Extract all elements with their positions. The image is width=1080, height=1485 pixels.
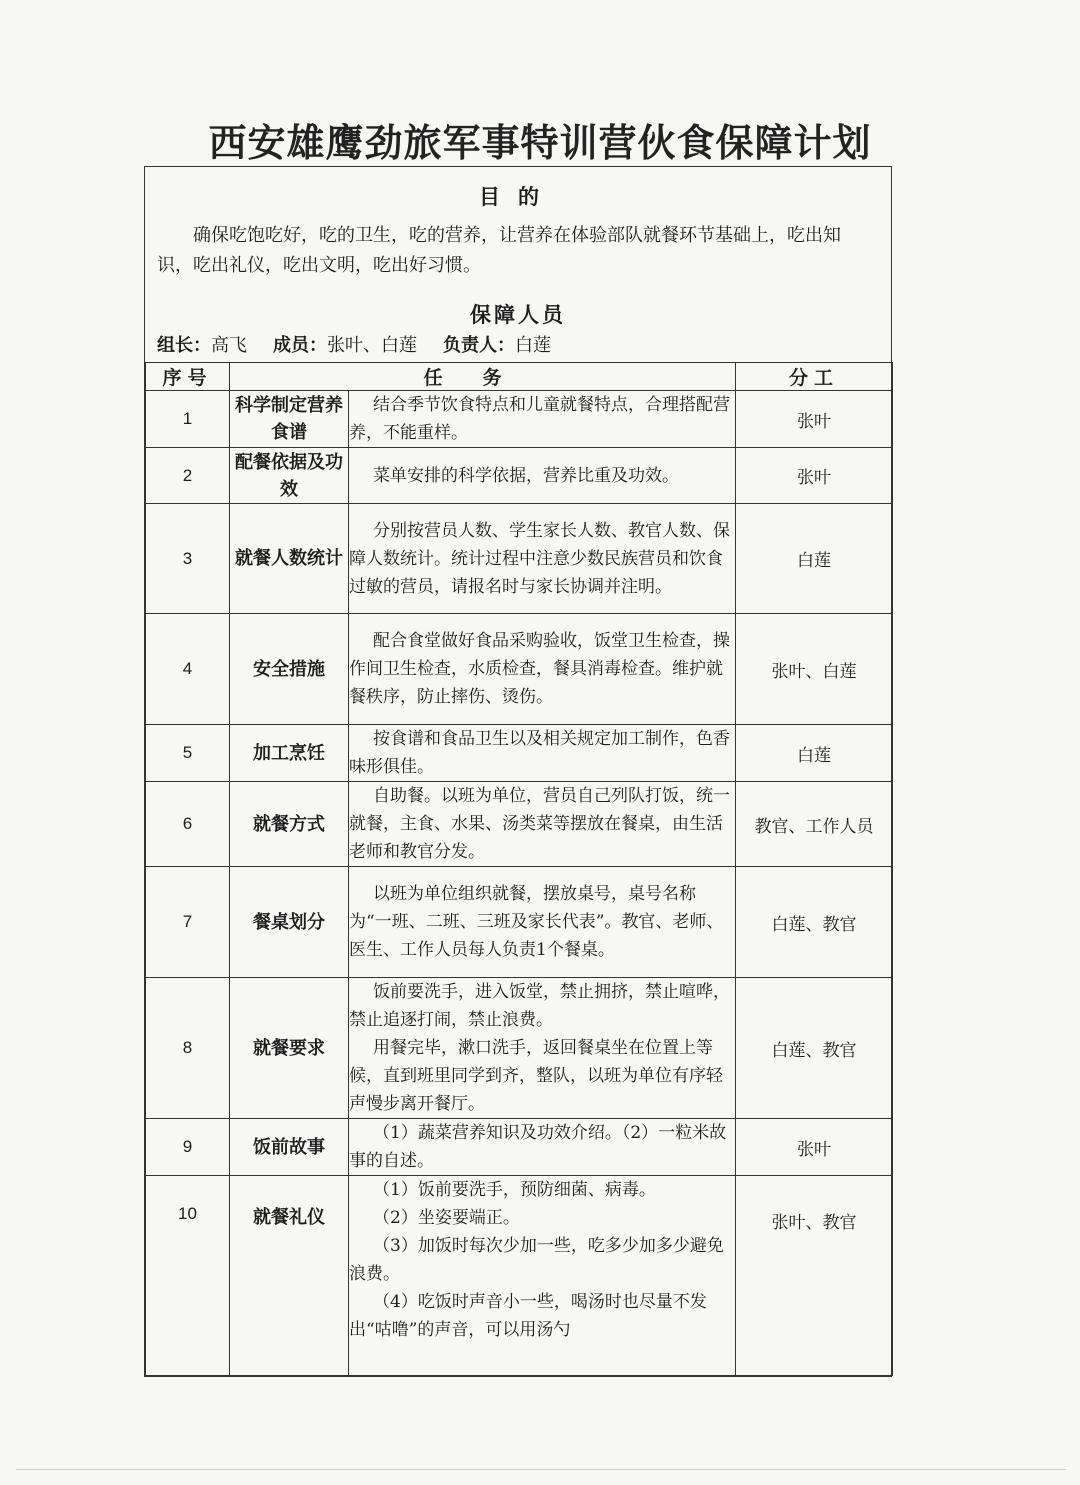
description-paragraph: 菜单安排的科学依据，营养比重及功效。 xyxy=(373,465,679,486)
task-owner: 张叶、教官 xyxy=(736,1176,893,1376)
purpose-heading: 目的 xyxy=(479,185,557,209)
task-description xyxy=(349,391,736,448)
task-header: 任务 xyxy=(230,363,736,391)
task-owner: 白莲 xyxy=(736,725,893,782)
task-description xyxy=(349,978,736,1119)
page-title: 西安雄鹰劲旅军事特训营伙食保障计划 xyxy=(208,121,872,165)
staff-heading: 保障人员 xyxy=(470,303,566,327)
task-name: 就餐方式 xyxy=(230,782,349,867)
table-row xyxy=(146,448,893,504)
task-description xyxy=(349,725,736,782)
table-row xyxy=(146,1119,893,1176)
row-number: 7 xyxy=(146,867,230,978)
task-description xyxy=(349,614,736,725)
purpose-section xyxy=(145,167,891,362)
task-description xyxy=(349,782,736,867)
task-name: 安全措施 xyxy=(230,614,349,725)
task-owner: 张叶 xyxy=(736,448,893,504)
task-description xyxy=(349,867,736,978)
members-label: 成员： xyxy=(273,335,327,356)
description-paragraph: （1）饭前要洗手，预防细菌、病毒。 xyxy=(373,1180,656,1200)
task-owner: 张叶 xyxy=(736,1119,893,1176)
description-paragraph: （2）坐姿要端正。 xyxy=(373,1208,520,1228)
description-paragraph: 以班为单位组织就餐，摆放桌号，桌号名称为“一班、二班、三班及家长代表”。教官、老师、医生、工作人员每人负责1个餐桌。 xyxy=(349,884,724,960)
purpose-text: 确保吃饱吃好，吃的卫生，吃的营养，让营养在体验部队就餐环节基础上，吃出知识，吃出礼仪，吃出文明，吃出好习惯。 xyxy=(157,225,841,276)
task-name: 就餐礼仪 xyxy=(230,1176,349,1376)
description-paragraph: 用餐完毕，漱口洗手，返回餐桌坐在位置上等候，直到班里同学到齐，整队，以班为单位有序轻声慢步离开餐厅。 xyxy=(349,1038,723,1114)
row-number: 5 xyxy=(146,725,230,782)
table-row xyxy=(146,782,893,867)
row-number: 6 xyxy=(146,782,230,867)
plan-document xyxy=(144,166,892,1377)
task-owner: 白莲、教官 xyxy=(736,978,893,1119)
description-paragraph: （1）蔬菜营养知识及功效介绍。（2）一粒米故事的自述。 xyxy=(349,1123,727,1171)
row-number: 4 xyxy=(146,614,230,725)
table-row xyxy=(146,978,893,1119)
row-number: 2 xyxy=(146,448,230,504)
description-paragraph: 结合季节饮食特点和儿童就餐特点，合理搭配营养，不能重样。 xyxy=(349,395,730,443)
responsible-name: 白莲 xyxy=(515,335,551,356)
division-header: 分工 xyxy=(736,363,893,391)
task-owner: 白莲、教官 xyxy=(736,867,893,978)
task-name: 就餐要求 xyxy=(230,978,349,1119)
page-bottom-rule xyxy=(16,1469,1066,1470)
table-row xyxy=(146,725,893,782)
leader-name: 高飞 xyxy=(211,335,247,356)
task-name: 配餐依据及功效 xyxy=(230,448,349,504)
task-name: 餐桌划分 xyxy=(230,867,349,978)
table-row xyxy=(146,391,893,448)
task-name: 饭前故事 xyxy=(230,1119,349,1176)
table-row xyxy=(146,867,893,978)
task-description xyxy=(349,504,736,614)
row-number: 8 xyxy=(146,978,230,1119)
task-description xyxy=(349,1176,736,1376)
row-number: 1 xyxy=(146,391,230,448)
task-name: 就餐人数统计 xyxy=(230,504,349,614)
description-paragraph: （3）加饭时每次少加一些，吃多少加多少避免浪费。 xyxy=(349,1236,724,1284)
table-row xyxy=(146,504,893,614)
task-description xyxy=(349,1119,736,1176)
seq-header: 序号 xyxy=(146,363,230,391)
table-header-row xyxy=(146,363,893,391)
task-table xyxy=(145,362,893,1376)
task-owner: 张叶 xyxy=(736,391,893,448)
task-owner: 张叶、白莲 xyxy=(736,614,893,725)
row-number: 3 xyxy=(146,504,230,614)
description-paragraph: 自助餐。以班为单位，营员自己列队打饭，统一就餐，主食、水果、汤类菜等摆放在餐桌，由生活老师和教官分发。 xyxy=(349,786,730,862)
members-names: 张叶、白莲 xyxy=(327,335,417,356)
responsible-label: 负责人： xyxy=(443,335,515,356)
leader-label: 组长： xyxy=(157,335,211,356)
row-number: 9 xyxy=(146,1119,230,1176)
description-paragraph: 配合食堂做好食品采购验收，饭堂卫生检查，操作间卫生检查，水质检查，餐具消毒检查。维护就餐秩序，防止摔伤、烫伤。 xyxy=(349,631,730,707)
task-name: 科学制定营养食谱 xyxy=(230,391,349,448)
staff-line xyxy=(157,332,551,360)
task-name: 加工烹饪 xyxy=(230,725,349,782)
description-paragraph: （4）吃饭时声音小一些，喝汤时也尽量不发出“咕噜”的声音，可以用汤勺 xyxy=(349,1292,707,1340)
task-owner: 白莲 xyxy=(736,504,893,614)
task-owner: 教官、工作人员 xyxy=(736,782,893,867)
table-row xyxy=(146,614,893,725)
table-row xyxy=(146,1176,893,1376)
row-number: 10 xyxy=(146,1176,230,1376)
description-paragraph: 饭前要洗手，进入饭堂，禁止拥挤，禁止喧哗，禁止追逐打闹，禁止浪费。 xyxy=(349,982,730,1030)
task-description xyxy=(349,448,736,504)
description-paragraph: 分别按营员人数、学生家长人数、教官人数、保障人数统计。统计过程中注意少数民族营员和饮食过敏的营员，请报名时与家长协调并注明。 xyxy=(349,520,730,597)
description-paragraph: 按食谱和食品卫生以及相关规定加工制作，色香味形俱佳。 xyxy=(349,729,730,777)
